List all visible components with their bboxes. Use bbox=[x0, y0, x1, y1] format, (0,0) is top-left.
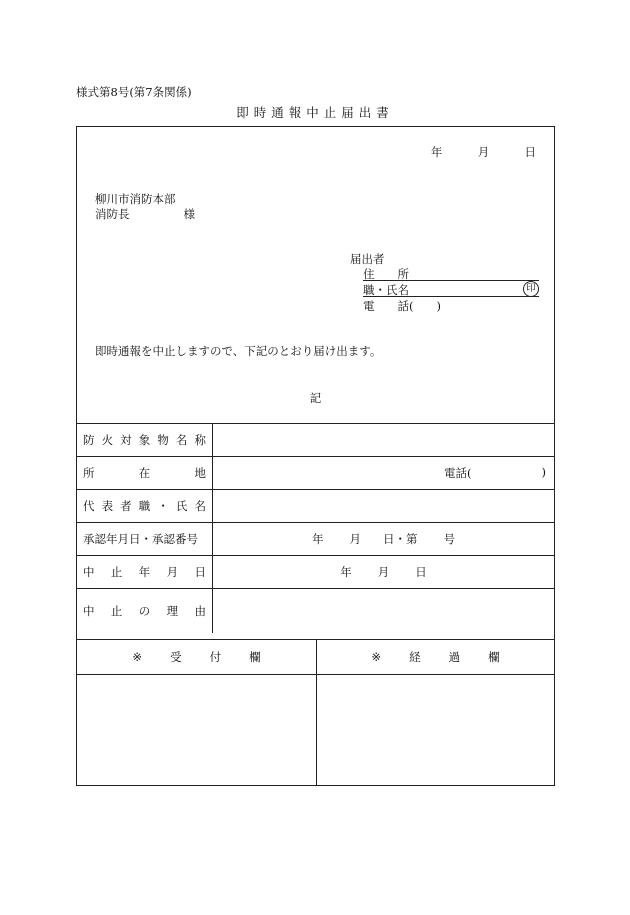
month-label: 月 bbox=[477, 145, 490, 159]
label-char: 地 bbox=[194, 466, 206, 480]
form-frame bbox=[76, 126, 555, 786]
reception-header bbox=[77, 640, 317, 674]
approval-month: 月 bbox=[349, 532, 361, 546]
progress-char-2: 過 bbox=[448, 650, 461, 664]
label-char: 所 bbox=[83, 466, 95, 480]
reception-char-2: 付 bbox=[209, 650, 222, 664]
target-name-value[interactable] bbox=[213, 424, 555, 457]
progress-mark: ※ bbox=[371, 650, 382, 664]
progress-char-3: 欄 bbox=[488, 650, 500, 664]
spread-label bbox=[77, 498, 212, 514]
addressee-org: 柳川市消防本部 bbox=[95, 192, 176, 206]
day-label: 日 bbox=[524, 145, 536, 159]
label-char: 止 bbox=[110, 565, 123, 579]
label-char: 中 bbox=[83, 603, 95, 618]
table-row bbox=[77, 424, 554, 457]
stop-month: 月 bbox=[377, 565, 390, 579]
spread-label bbox=[77, 603, 212, 619]
fields-table bbox=[77, 423, 554, 633]
label-char: 火 bbox=[101, 433, 114, 447]
label-char: の bbox=[138, 603, 151, 618]
label-char: 防 bbox=[83, 433, 95, 447]
label-char: 月 bbox=[166, 565, 179, 579]
table-row bbox=[77, 556, 554, 589]
label-char: 理 bbox=[166, 603, 179, 618]
label-char: 象 bbox=[138, 433, 151, 447]
reception-char-3: 欄 bbox=[249, 650, 261, 664]
label-char: 称 bbox=[194, 433, 206, 447]
document-title: 即時通報中止届出書 bbox=[236, 105, 394, 120]
addressee-title bbox=[95, 206, 195, 222]
label-char: 者 bbox=[120, 499, 132, 513]
approval-day: 日・第 bbox=[383, 532, 418, 546]
label-char: 表 bbox=[101, 499, 114, 513]
label-char: 対 bbox=[120, 433, 132, 447]
bottom-column-divider bbox=[316, 673, 317, 785]
reception-mark: ※ bbox=[132, 650, 143, 664]
approval-value[interactable] bbox=[213, 523, 555, 556]
label-char: 中 bbox=[83, 565, 95, 579]
table-row bbox=[77, 490, 554, 523]
bottom-header-row bbox=[77, 639, 554, 675]
phone-suffix: ) bbox=[541, 465, 546, 479]
spread-label bbox=[77, 564, 212, 580]
target-name-label bbox=[77, 424, 213, 457]
label-char: 名 bbox=[175, 433, 188, 447]
seal-mark: 印 bbox=[523, 281, 539, 297]
table-row bbox=[77, 457, 554, 490]
stop-date-value[interactable] bbox=[213, 556, 555, 589]
stop-date-label bbox=[77, 556, 213, 589]
label-char: 在 bbox=[138, 466, 151, 480]
label-char: 名 bbox=[194, 499, 206, 513]
addressee-honorific: 様 bbox=[183, 207, 195, 221]
label-char: 由 bbox=[194, 603, 206, 618]
label-char: 職 bbox=[138, 499, 151, 513]
applicant-name-row bbox=[363, 282, 539, 297]
approval-label-text: 承認年月日・承認番号 bbox=[83, 532, 198, 546]
label-char: ・ bbox=[157, 499, 169, 513]
progress-header bbox=[317, 640, 554, 674]
location-value[interactable] bbox=[213, 457, 555, 490]
spread-label bbox=[77, 465, 212, 481]
progress-char-1: 経 bbox=[409, 650, 421, 664]
applicant-label: 届出者 bbox=[350, 252, 385, 266]
reason-value[interactable] bbox=[213, 589, 555, 633]
addressee-chief: 消防長 bbox=[95, 207, 130, 221]
applicant-phone-label: 電 話( ) bbox=[363, 299, 441, 313]
stop-day: 日 bbox=[415, 565, 427, 579]
date-line bbox=[431, 144, 536, 160]
location-phone bbox=[213, 465, 554, 481]
applicant-name-label: 職・氏名 bbox=[363, 283, 409, 297]
name-underline bbox=[363, 296, 539, 297]
label-char: 止 bbox=[110, 603, 123, 618]
address-underline bbox=[363, 280, 539, 281]
statement-text: 即時通報を中止しますので、下記のとおり届け出ます。 bbox=[95, 344, 382, 358]
label-char: 物 bbox=[157, 433, 169, 447]
applicant-address-row bbox=[363, 266, 539, 281]
table-row bbox=[77, 523, 554, 556]
approval-label bbox=[77, 523, 213, 556]
applicant-phone-row bbox=[363, 298, 539, 313]
representative-value[interactable] bbox=[213, 490, 555, 523]
label-char: 氏 bbox=[175, 499, 188, 513]
spread-label bbox=[77, 432, 212, 448]
ki-heading: 記 bbox=[309, 391, 322, 405]
label-char: 年 bbox=[138, 565, 151, 579]
reason-label bbox=[77, 589, 213, 633]
approval-year: 年 bbox=[312, 532, 324, 546]
form-number: 様式第8号(第7条関係) bbox=[76, 85, 192, 99]
reception-char-1: 受 bbox=[170, 650, 182, 664]
approval-number: 号 bbox=[443, 532, 455, 546]
table-row bbox=[77, 589, 554, 633]
applicant-address-label: 住 所 bbox=[363, 267, 409, 281]
stop-year: 年 bbox=[340, 565, 352, 579]
year-label: 年 bbox=[430, 145, 443, 159]
label-char: 代 bbox=[83, 499, 95, 513]
label-char: 日 bbox=[194, 565, 206, 579]
location-label bbox=[77, 457, 213, 490]
representative-label bbox=[77, 490, 213, 523]
phone-prefix: 電話( bbox=[444, 466, 472, 480]
